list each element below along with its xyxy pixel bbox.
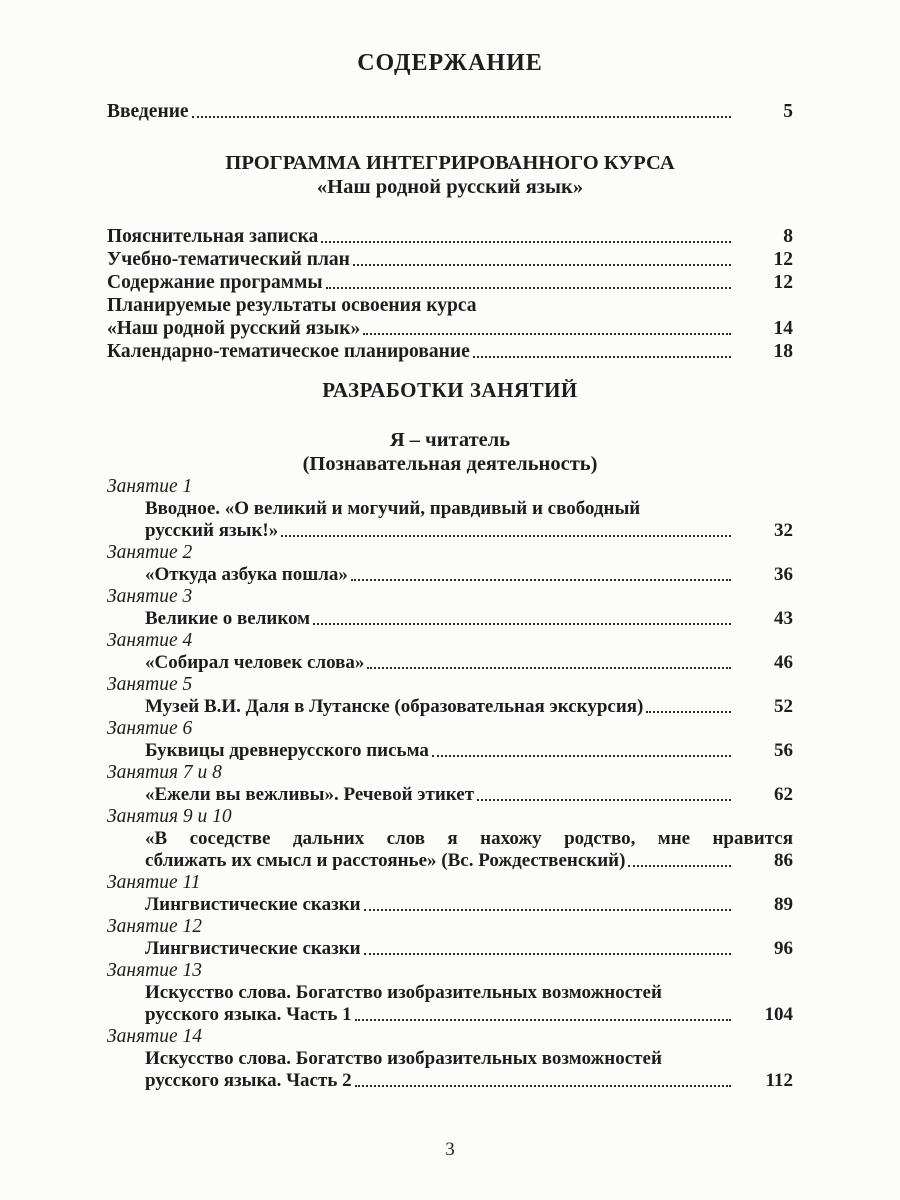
dot-leader <box>361 938 737 960</box>
lesson-entry <box>107 916 793 960</box>
entry-page-number: 32 <box>774 520 793 541</box>
lesson-label: Занятие 13 <box>107 960 203 981</box>
toc-entry <box>107 340 793 363</box>
lesson-entry <box>107 630 793 674</box>
entry-page-number: 96 <box>774 938 793 959</box>
lesson-title: Лингвистические сказки <box>145 894 361 915</box>
lesson-body <box>107 498 793 542</box>
lesson-entry <box>107 586 793 630</box>
entry-page-number: 12 <box>773 249 793 270</box>
lesson-body <box>107 784 793 806</box>
program-heading-line2: «Наш родной русский язык» <box>316 176 584 198</box>
dot-leader <box>352 1004 737 1026</box>
lesson-body <box>107 982 793 1026</box>
toc-entry <box>107 294 793 340</box>
lesson-title: Лингвистические сказки <box>145 938 361 959</box>
lesson-title: Буквицы древнерусского письма <box>145 740 429 761</box>
lesson-label: Занятие 4 <box>107 630 193 651</box>
entry-page-number: 12 <box>773 272 793 293</box>
entry-page-number: 62 <box>774 784 793 805</box>
lesson-title-row <box>145 938 793 960</box>
lesson-body <box>107 828 793 872</box>
dot-leader <box>429 740 737 762</box>
lesson-entry <box>107 762 793 806</box>
dot-leader <box>189 100 737 123</box>
toc-entry <box>107 248 793 271</box>
footer-page-number: 3 <box>445 1139 455 1160</box>
lesson-entry <box>107 806 793 872</box>
lesson-title: «Ежели вы вежливы». Речевой этикет <box>145 784 475 805</box>
lesson-body <box>107 608 793 630</box>
entry-page-number: 14 <box>773 318 793 339</box>
reader-block-heading <box>107 428 793 476</box>
lesson-title-line2-row <box>145 520 793 542</box>
entry-page-number: 8 <box>783 226 793 247</box>
lesson-title-line2: русского языка. Часть 2 <box>145 1070 352 1091</box>
lesson-label: Занятие 5 <box>107 674 193 695</box>
lesson-body <box>107 696 793 718</box>
entry-title-line2-row <box>107 317 793 340</box>
dot-leader <box>352 1070 737 1092</box>
reader-heading-line2: (Познавательная деятельность) <box>302 453 598 475</box>
lesson-label: Занятие 2 <box>107 542 193 563</box>
lesson-title-line1: «В соседстве дальних слов я нахожу родство, мне нравится <box>145 828 793 849</box>
entry-title-line2: «Наш родной русский язык» <box>107 318 361 339</box>
lesson-title-line1: Искусство слова. Богатство изобразительных возможностей <box>145 1048 662 1069</box>
entry-page-number: 86 <box>774 850 793 871</box>
dot-leader <box>278 520 737 542</box>
entry-page-number: 89 <box>774 894 793 915</box>
lesson-title: Великие о великом <box>145 608 311 629</box>
entry-title: Содержание программы <box>107 272 323 293</box>
lesson-title-row <box>145 894 793 916</box>
lesson-title-line2-row <box>145 1070 793 1092</box>
entry-page-number: 52 <box>774 696 793 717</box>
lesson-title-line1: Вводное. «О великий и могучий, правдивый и свободный <box>145 498 641 519</box>
lesson-entry <box>107 674 793 718</box>
lesson-title-line2: сближать их смысл и расстоянье» (Вс. Рождественский) <box>145 850 626 871</box>
lesson-title-row <box>145 608 793 630</box>
lesson-label: Занятия 9 и 10 <box>107 806 232 827</box>
lesson-title: «Собирал человек слова» <box>145 652 365 673</box>
dot-leader <box>350 248 737 271</box>
program-heading-line1: ПРОГРАММА ИНТЕГРИРОВАННОГО КУРСА <box>225 152 675 174</box>
lesson-title: Музей В.И. Даля в Лутанске (образовательная экскурсия) <box>145 696 644 717</box>
dot-leader <box>360 317 737 340</box>
lesson-title-row <box>145 564 793 586</box>
toc-entry <box>107 225 793 248</box>
entry-title: Пояснительная записка <box>107 226 319 247</box>
entry-title-line1: Планируемые результаты освоения курса <box>107 295 477 316</box>
dot-leader <box>625 850 737 872</box>
lesson-title-line2-row <box>145 850 793 872</box>
reader-heading-line1: Я – читатель <box>389 429 511 451</box>
lesson-body <box>107 1048 793 1092</box>
lesson-label: Занятие 11 <box>107 872 201 893</box>
entry-page-number: 5 <box>783 101 793 122</box>
lesson-entry <box>107 718 793 762</box>
contents-heading: СОДЕРЖАНИЕ <box>357 50 543 76</box>
lesson-title-row <box>145 652 793 674</box>
lesson-body <box>107 938 793 960</box>
dot-leader <box>348 564 737 586</box>
lesson-title-line2: русского языка. Часть 1 <box>145 1004 352 1025</box>
entry-page-number: 36 <box>774 564 793 585</box>
lesson-body <box>107 894 793 916</box>
lesson-entry <box>107 1026 793 1092</box>
entry-page-number: 18 <box>773 341 793 362</box>
dot-leader <box>318 225 737 248</box>
toc-entry-introduction <box>107 100 793 123</box>
lesson-title-line1: Искусство слова. Богатство изобразительных возможностей <box>145 982 662 1003</box>
program-section-heading <box>107 151 793 199</box>
lesson-label: Занятия 7 и 8 <box>107 762 222 783</box>
entry-page-number: 104 <box>764 1004 793 1025</box>
entry-title: Учебно-тематический план <box>107 249 350 270</box>
lesson-title: «Откуда азбука пошла» <box>145 564 348 585</box>
lesson-entry <box>107 476 793 542</box>
dot-leader <box>361 894 737 916</box>
entry-page-number: 112 <box>765 1070 793 1091</box>
lesson-body <box>107 740 793 762</box>
entry-page-number: 43 <box>774 608 793 629</box>
lesson-body <box>107 564 793 586</box>
lesson-body <box>107 652 793 674</box>
lesson-title-line2: русский язык!» <box>145 520 279 541</box>
toc-entry <box>107 271 793 294</box>
dot-leader <box>474 784 737 806</box>
lesson-title-row <box>145 696 793 718</box>
lesson-label: Занятие 14 <box>107 1026 203 1047</box>
lesson-label: Занятие 3 <box>107 586 193 607</box>
dot-leader <box>310 608 737 630</box>
lessons-list <box>107 476 793 1092</box>
lesson-entry <box>107 542 793 586</box>
dot-leader <box>643 696 737 718</box>
lesson-entry <box>107 872 793 916</box>
lesson-title-line2-row <box>145 1004 793 1026</box>
entry-page-number: 56 <box>774 740 793 761</box>
lesson-label: Занятие 1 <box>107 476 193 497</box>
lesson-title-row <box>145 740 793 762</box>
entry-page-number: 46 <box>774 652 793 673</box>
lesson-entry <box>107 960 793 1026</box>
lesson-label: Занятие 12 <box>107 916 203 937</box>
dot-leader <box>323 271 737 294</box>
dot-leader <box>470 340 737 363</box>
dot-leader <box>364 652 737 674</box>
entry-title: Введение <box>107 101 189 122</box>
lesson-label: Занятие 6 <box>107 718 193 739</box>
entry-title: Календарно-тематическое планирование <box>107 341 470 362</box>
lessons-section-heading: РАЗРАБОТКИ ЗАНЯТИЙ <box>322 378 578 402</box>
program-entries <box>107 225 793 363</box>
lesson-title-row <box>145 784 793 806</box>
